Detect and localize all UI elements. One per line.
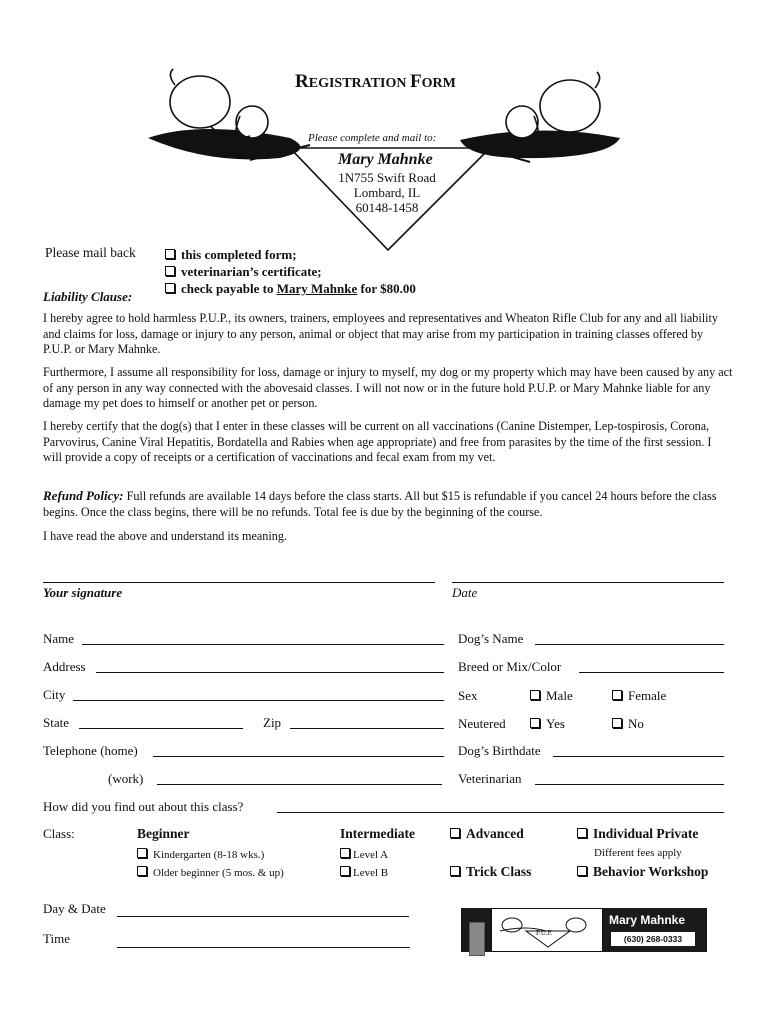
mail-prompt: Please complete and mail to: [308, 132, 437, 144]
zip-input[interactable] [290, 728, 444, 729]
neutered-yes-option[interactable]: Yes [530, 717, 565, 730]
older-beginner-option[interactable]: Older beginner (5 mos. & up) [137, 866, 284, 879]
behavior-workshop-option[interactable]: Behavior Workshop [577, 865, 708, 879]
checkbox-icon[interactable] [137, 848, 147, 858]
class-label: Class: [43, 826, 75, 841]
level-b-option[interactable]: Level B [340, 866, 388, 879]
mailback-item: check payable to Mary Mahnke for $80.00 [165, 280, 416, 297]
checkbox-icon[interactable] [165, 249, 175, 259]
checkbox-icon[interactable] [340, 848, 350, 858]
page-title: REGISTRATION FORM [295, 71, 456, 92]
checkbox-icon[interactable] [165, 283, 175, 293]
kindergarten-option[interactable]: Kindergarten (8-18 wks.) [137, 848, 264, 861]
sex-female-option[interactable]: Female [612, 689, 666, 702]
level-a-option[interactable]: Level A [340, 848, 388, 861]
signature-line[interactable] [43, 582, 435, 583]
city-label: City [43, 687, 66, 702]
mailback-item: veterinarian’s certificate; [165, 263, 416, 280]
tel-home-input[interactable] [153, 756, 444, 757]
birthdate-input[interactable] [553, 756, 724, 757]
checkbox-icon[interactable] [137, 866, 147, 876]
state-input[interactable] [79, 728, 243, 729]
sex-label: Sex [458, 688, 478, 703]
checkbox-icon[interactable] [530, 690, 540, 700]
checkbox-icon[interactable] [165, 266, 175, 276]
checkbox-icon[interactable] [612, 690, 622, 700]
logo-phone: (630) 268-0333 [611, 932, 695, 946]
name-label: Name [43, 631, 75, 646]
signature-label: Your signature [43, 585, 123, 600]
checkbox-icon[interactable] [577, 828, 587, 838]
tel-home-label: Telephone (home) [43, 743, 138, 758]
time-label: Time [43, 931, 70, 946]
checkbox-icon[interactable] [530, 718, 540, 728]
logo-bar [469, 922, 485, 956]
mailback-list [165, 246, 416, 297]
logo-name: Mary Mahnke [609, 913, 686, 927]
zip-label: Zip [263, 715, 282, 730]
dog-name-input[interactable] [535, 644, 724, 645]
business-card-logo [461, 908, 707, 952]
liability-paragraph-2: Furthermore, I assume all responsibility for loss, damage or injury to myself, my dog or my property which may have been caused by any act of any person in any way connected with the abovesaid classes. I will not now or in the future hold P.U.P. or Mary Mahnke liable for any damage my pet does to himself or another pet or person. [43, 365, 733, 410]
dog-name-label: Dog’s Name [458, 631, 524, 646]
address-label: Address [43, 659, 86, 674]
how-found-label: How did you find out about this class? [43, 799, 244, 814]
checkbox-icon[interactable] [450, 828, 460, 838]
recipient-address: 1N755 Swift Road Lombard, IL 60148-1458 [338, 170, 436, 215]
tel-work-label: (work) [108, 771, 144, 786]
neutered-no-option[interactable]: No [612, 717, 644, 730]
day-date-input[interactable] [117, 916, 409, 917]
address-input[interactable] [96, 672, 444, 673]
name-input[interactable] [82, 644, 444, 645]
advanced-option[interactable]: Advanced [450, 827, 524, 841]
pup-text: P.U.P. [536, 929, 553, 937]
beginner-heading: Beginner [137, 826, 190, 841]
time-input[interactable] [117, 947, 410, 948]
trick-class-option[interactable]: Trick Class [450, 865, 531, 879]
checkbox-icon[interactable] [577, 866, 587, 876]
tel-work-input[interactable] [157, 784, 442, 785]
liability-paragraph-3: I hereby certify that the dog(s) that I enter in these classes will be current on all vaccinations (Canine Distemper, Lep-tospirosis, Corona, Parvovirus, Canine Viral Hepatitis, Bordatella and Rabies when age appropriate) and free from parasites by the time of the first session. I will provide a copy of receipts or a certification of vaccinations and fecal exam from my vet. [43, 419, 712, 464]
checkbox-icon[interactable] [612, 718, 622, 728]
checkbox-icon[interactable] [450, 866, 460, 876]
mailback-item: this completed form; [165, 246, 416, 263]
refund-policy: Refund Policy: Full refunds are available 14 days before the class starts. All but $15 is refundable if you cancel 24 hours before the class begins. Once the class begins, there will be no refunds. Total fee is due by the beginning of the course. [43, 488, 717, 519]
city-input[interactable] [73, 700, 444, 701]
sex-male-option[interactable]: Male [530, 689, 573, 702]
liability-heading: Liability Clause: [43, 289, 133, 304]
intermediate-heading: Intermediate [340, 826, 415, 841]
pup-logo [491, 908, 603, 952]
breed-label: Breed or Mix/Color [458, 659, 562, 674]
acknowledgement: I have read the above and understand its meaning. [43, 529, 287, 543]
breed-input[interactable] [579, 672, 724, 673]
liability-paragraph-1: I hereby agree to hold harmless P.U.P., its owners, trainers, employees and representatives and Wheaton Rifle Club for any and all liability and claims for loss, damage or injury to any person, animal or object that may arise from my participation in training classes offered by P.U.P. or Mary Mahnke. [43, 311, 718, 356]
individual-private-option[interactable]: Individual Private [577, 827, 698, 841]
fees-note: Different fees apply [594, 847, 682, 859]
mailback-label: Please mail back [45, 245, 136, 260]
vet-label: Veterinarian [458, 771, 522, 786]
how-found-input[interactable] [277, 812, 724, 813]
recipient-name: Mary Mahnke [338, 151, 433, 168]
checkbox-icon[interactable] [340, 866, 350, 876]
neutered-label: Neutered [458, 716, 506, 731]
date-line[interactable] [452, 582, 724, 583]
date-label: Date [452, 585, 478, 600]
state-label: State [43, 715, 69, 730]
birthdate-label: Dog’s Birthdate [458, 743, 541, 758]
day-date-label: Day & Date [43, 901, 106, 916]
vet-input[interactable] [535, 784, 724, 785]
